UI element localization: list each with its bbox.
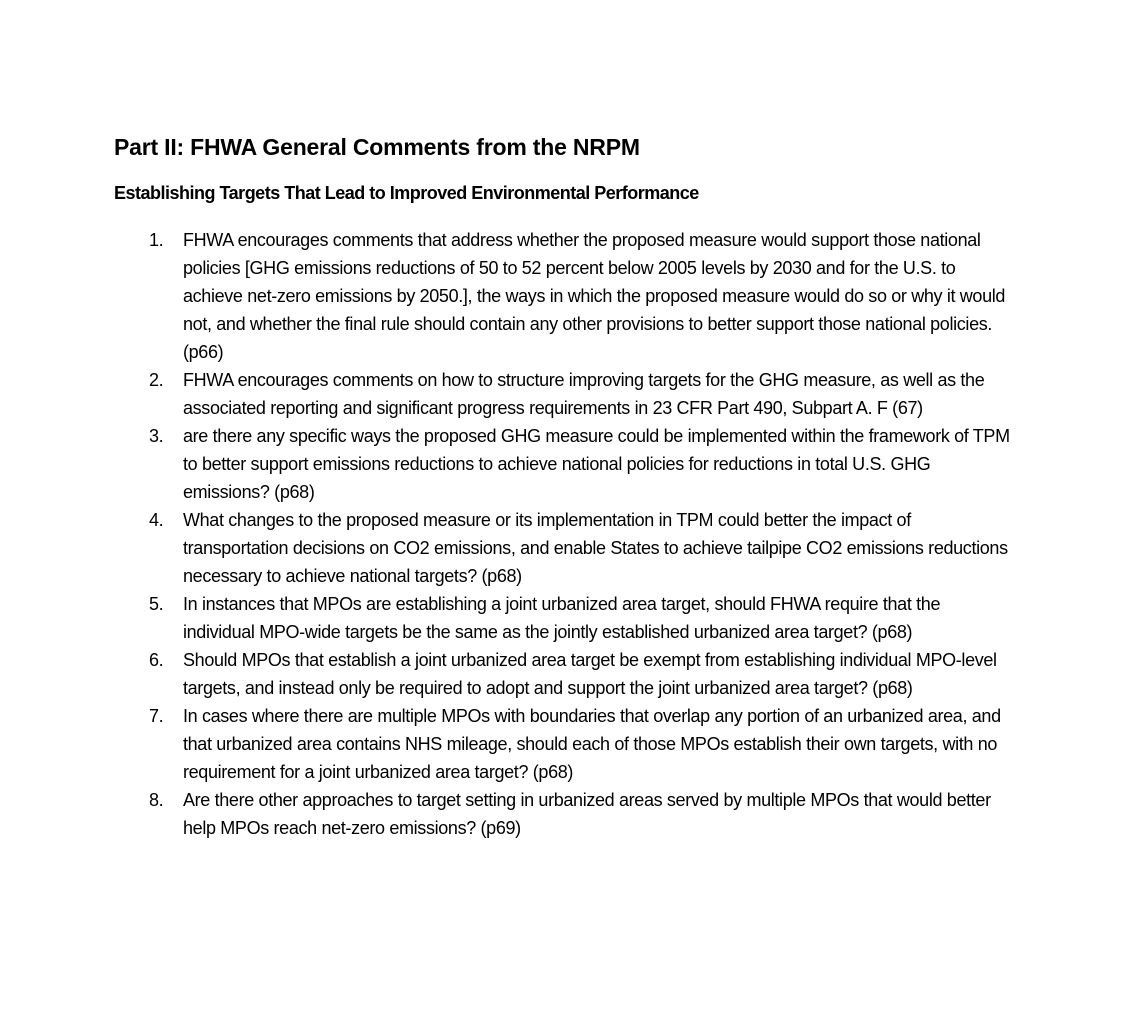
list-item: [0, 506, 1013, 590]
list-item-number: 4.: [149, 510, 164, 530]
list-item-text: What changes to the proposed measure or its implementation in TPM could better the impact of transportation decisions on CO2 emissions, and enable States to achieve tailpipe CO2 emissions reductions necessary to achieve national targets? (p68): [183, 510, 1008, 586]
list-item-number: 2.: [149, 370, 164, 390]
question-list: [0, 226, 1130, 842]
list-item-text: FHWA encourages comments that address whether the proposed measure would support those national policies [GHG emissions reductions of 50 to 52 percent below 2005 levels by 2030 and for the U.S. to achieve net-zero emissions by 2050.], the ways in which the proposed measure would do so or why it would not, and whether the final rule should contain any other provisions to better support those national policies. (p66): [183, 230, 1006, 362]
list-item-text: In cases where there are multiple MPOs with boundaries that overlap any portion of an urbanized area, and that urbanized area contains NHS mileage, should each of those MPOs establish their own targets, with no requirement for a joint urbanized area target? (p68): [183, 706, 1001, 782]
section-heading: Establishing Targets That Lead to Improved Environmental Performance: [114, 183, 699, 203]
list-item-number: 1.: [149, 230, 164, 250]
list-item-number: 8.: [149, 790, 164, 810]
list-item-number: 7.: [149, 706, 164, 726]
document-heading: Part II: FHWA General Comments from the NRPM: [114, 134, 640, 160]
list-item: [0, 226, 1013, 366]
list-item-number: 6.: [149, 650, 164, 670]
list-item: [0, 702, 1013, 786]
list-item: [0, 590, 1013, 646]
list-item: [0, 646, 1013, 702]
list-item-text: FHWA encourages comments on how to structure improving targets for the GHG measure, as well as the associated reporting and significant progress requirements in 23 CFR Part 490, Subpart A. F (67): [183, 370, 985, 418]
list-item-text: In instances that MPOs are establishing a joint urbanized area target, should FHWA require that the individual MPO-wide targets be the same as the jointly established urbanized area target? (p68): [183, 594, 941, 642]
list-item-text: Should MPOs that establish a joint urbanized area target be exempt from establishing individual MPO-level targets, and instead only be required to adopt and support the joint urbanized area target? (p68): [183, 650, 997, 698]
list-item: [0, 422, 1013, 506]
list-item-number: 5.: [149, 594, 164, 614]
list-item: [0, 786, 1013, 842]
list-item: [0, 366, 1013, 422]
list-item-text: are there any specific ways the proposed GHG measure could be implemented within the framework of TPM to better support emissions reductions to achieve national policies for reductions in total U.S. GHG emissions? (p68): [183, 426, 1010, 502]
list-item-number: 3.: [149, 426, 164, 446]
list-item-text: Are there other approaches to target setting in urbanized areas served by multiple MPOs that would better help MPOs reach net-zero emissions? (p69): [183, 790, 991, 838]
